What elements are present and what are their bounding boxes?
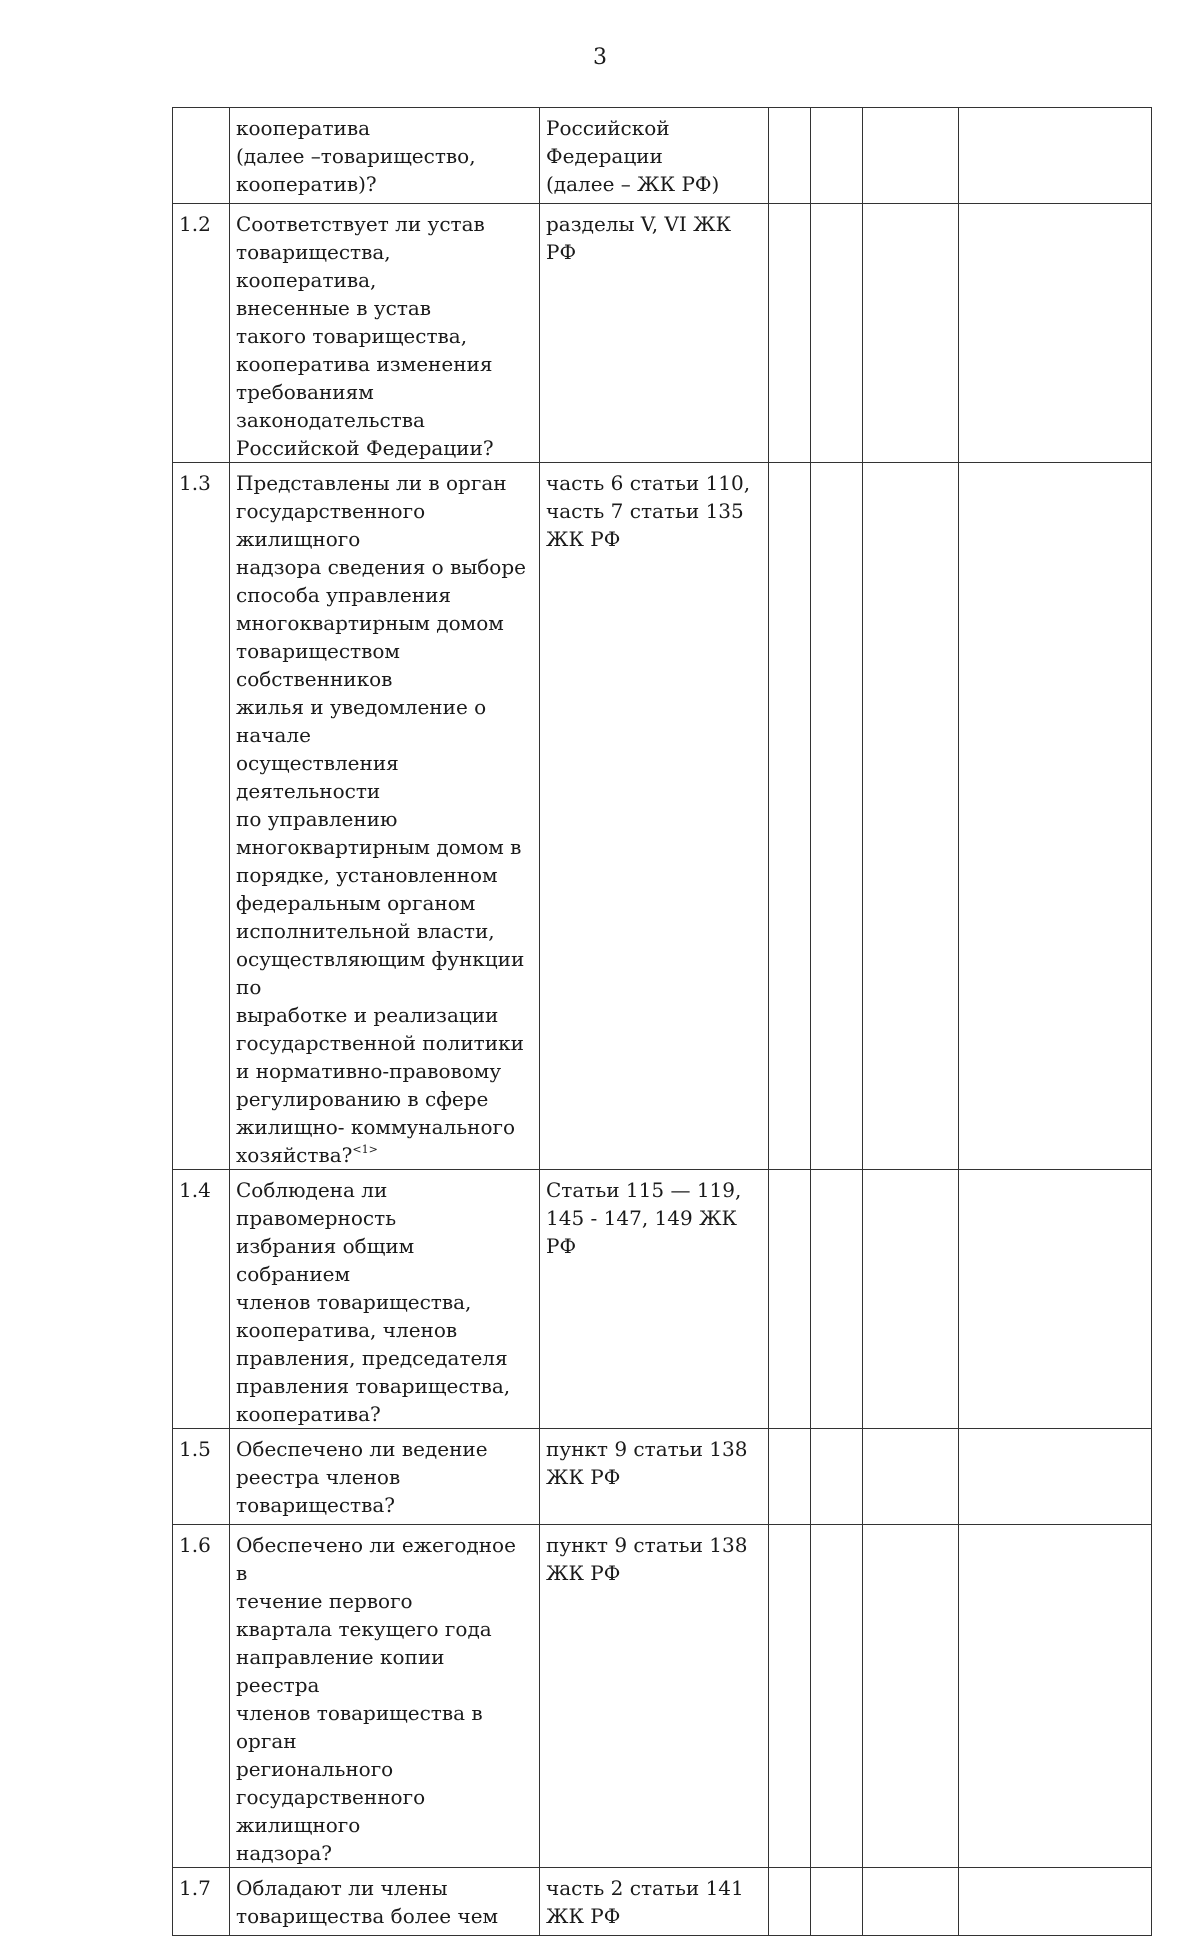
answer-not-applicable-cell — [863, 1525, 959, 1868]
table-row — [173, 463, 1152, 1170]
notes-cell — [959, 463, 1152, 1170]
notes-cell — [959, 1868, 1152, 1936]
legal-reference: Российской Федерации (далее – ЖК РФ) — [540, 108, 769, 204]
answer-not-applicable-cell — [863, 108, 959, 204]
checklist-table — [172, 107, 1152, 1936]
legal-reference: Статьи 115 — 119, 145 - 147, 149 ЖК РФ — [540, 1170, 769, 1429]
answer-no-cell — [811, 463, 863, 1170]
question-body: Представлены ли в орган государственного жилищного надзора сведения о выборе способа управления многоквартирным домом товариществом собственников жилья и уведомление о начале осуществления деятельности по управлению многоквартирным домом в порядке, установленном федеральным органом исполнительной власти, осуществляющим функции по выработке и реализации государственной политики и нормативно-правовому регулированию в сфере жилищно- коммунального хозяйства? — [236, 471, 526, 1167]
question-text: Соответствует ли устав товарищества, кооператива, внесенные в устав такого товарищества, кооператива изменения требованиям законодательства Российской Федерации? — [230, 204, 540, 463]
answer-yes-cell — [769, 1868, 811, 1936]
answer-yes-cell — [769, 108, 811, 204]
answer-no-cell — [811, 1429, 863, 1525]
notes-cell — [959, 1429, 1152, 1525]
question-text: Обеспечено ли ежегодное в течение первого квартала текущего года направление копии реестра членов товарищества в орган регионального государственного жилищного надзора? — [230, 1525, 540, 1868]
table-row — [173, 1170, 1152, 1429]
answer-not-applicable-cell — [863, 1170, 959, 1429]
legal-reference: пункт 9 статьи 138 ЖК РФ — [540, 1525, 769, 1868]
legal-reference: часть 6 статьи 110, часть 7 статьи 135 ЖК РФ — [540, 463, 769, 1170]
question-text — [230, 463, 540, 1170]
answer-no-cell — [811, 1525, 863, 1868]
answer-no-cell — [811, 204, 863, 463]
answer-not-applicable-cell — [863, 463, 959, 1170]
item-number: 1.2 — [173, 204, 230, 463]
answer-yes-cell — [769, 1429, 811, 1525]
table-row — [173, 1429, 1152, 1525]
item-number: 1.3 — [173, 463, 230, 1170]
question-text: Обладают ли члены товарищества более чем — [230, 1868, 540, 1936]
answer-not-applicable-cell — [863, 1868, 959, 1936]
notes-cell — [959, 1170, 1152, 1429]
table-row — [173, 1868, 1152, 1936]
notes-cell — [959, 1525, 1152, 1868]
footnote-marker: <1> — [352, 1143, 378, 1156]
table-row — [173, 108, 1152, 204]
item-number — [173, 108, 230, 204]
answer-yes-cell — [769, 463, 811, 1170]
answer-yes-cell — [769, 204, 811, 463]
question-text: Соблюдена ли правомерность избрания общим собранием членов товарищества, кооператива, членов правления, председателя правления товарищества, кооператива? — [230, 1170, 540, 1429]
question-text: Обеспечено ли ведение реестра членов товарищества? — [230, 1429, 540, 1525]
answer-yes-cell — [769, 1525, 811, 1868]
notes-cell — [959, 204, 1152, 463]
legal-reference: разделы V, VI ЖК РФ — [540, 204, 769, 463]
answer-no-cell — [811, 1170, 863, 1429]
page-number: 3 — [593, 45, 607, 70]
item-number: 1.7 — [173, 1868, 230, 1936]
legal-reference: пункт 9 статьи 138 ЖК РФ — [540, 1429, 769, 1525]
answer-no-cell — [811, 1868, 863, 1936]
question-text: кооператива (далее –товарищество, кооператив)? — [230, 108, 540, 204]
item-number: 1.4 — [173, 1170, 230, 1429]
answer-no-cell — [811, 108, 863, 204]
answer-not-applicable-cell — [863, 1429, 959, 1525]
answer-not-applicable-cell — [863, 204, 959, 463]
table-row — [173, 204, 1152, 463]
item-number: 1.5 — [173, 1429, 230, 1525]
table-row — [173, 1525, 1152, 1868]
legal-reference: часть 2 статьи 141 ЖК РФ — [540, 1868, 769, 1936]
item-number: 1.6 — [173, 1525, 230, 1868]
notes-cell — [959, 108, 1152, 204]
answer-yes-cell — [769, 1170, 811, 1429]
